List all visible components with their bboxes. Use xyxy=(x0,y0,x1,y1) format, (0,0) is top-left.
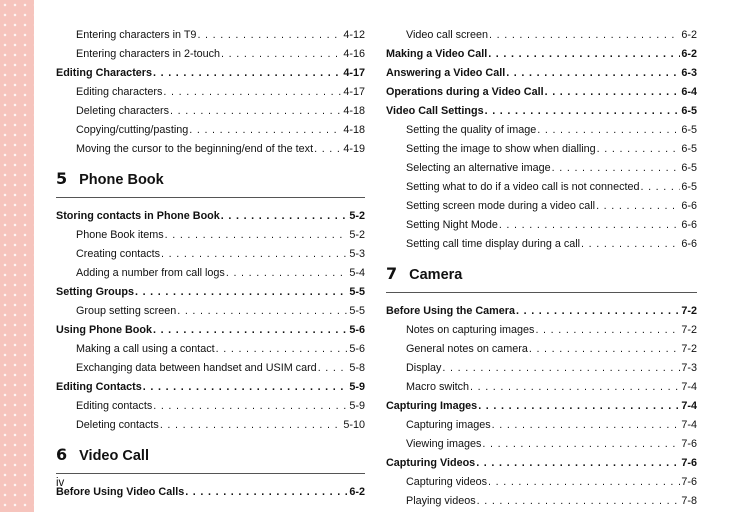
toc-entry-title: Macro switch xyxy=(406,381,469,393)
toc-entry-title: Entering characters in 2-touch xyxy=(76,48,221,60)
toc-entry-page: 7-2 xyxy=(681,343,697,355)
toc-entry-title: Moving the cursor to the beginning/end of the text xyxy=(76,143,314,155)
toc-entry-title: Before Using Video Calls xyxy=(56,486,185,498)
toc-entry-title: Playing videos xyxy=(406,495,476,507)
toc-entry-title: Setting what to do if a video call is not connected xyxy=(406,181,640,193)
chapter-title: Video Call xyxy=(79,448,149,464)
toc-entry-title: Setting Night Mode xyxy=(406,219,498,231)
dot-leader xyxy=(318,359,349,378)
dot-leader xyxy=(492,416,681,435)
dot-leader xyxy=(537,121,680,140)
toc-entry-title: Setting screen mode during a video call xyxy=(406,200,596,212)
dot-leader xyxy=(535,321,680,340)
toc-entry-page: 6-6 xyxy=(681,200,697,212)
toc-entry-page: 6-5 xyxy=(681,124,697,136)
toc-subsection-entry[interactable] xyxy=(56,102,365,121)
toc-entry-title: Before Using the Camera xyxy=(386,305,515,317)
toc-subsection-entry[interactable] xyxy=(386,340,697,359)
toc-entry-page: 5-5 xyxy=(349,305,365,317)
toc-entry-title: Editing Characters xyxy=(56,67,152,79)
toc-entry-title: Setting call time display during a call xyxy=(406,238,581,250)
toc-entry-title: Entering characters in T9 xyxy=(76,29,197,41)
toc-entry-page: 5-9 xyxy=(349,381,365,393)
chapter-number: 7 xyxy=(386,264,398,283)
toc-entry-page: 6-5 xyxy=(681,143,697,155)
toc-entry-page: 4-16 xyxy=(343,48,365,60)
dot-leader xyxy=(552,159,681,178)
toc-entry-title: Notes on capturing images xyxy=(406,324,535,336)
toc-block xyxy=(386,302,697,511)
toc-entry-page: 7-6 xyxy=(681,457,697,469)
toc-entry-page: 5-8 xyxy=(349,362,365,374)
toc-block xyxy=(56,26,365,159)
toc-entry-page: 6-2 xyxy=(349,486,365,498)
toc-entry-page: 5-4 xyxy=(349,267,365,279)
dot-leader xyxy=(163,83,342,102)
toc-entry-title: Editing Contacts xyxy=(56,381,142,393)
dot-leader xyxy=(314,140,342,159)
dot-leader xyxy=(135,283,348,302)
dot-leader xyxy=(477,492,681,511)
toc-entry-page: 7-6 xyxy=(681,476,697,488)
dot-leader xyxy=(506,64,680,83)
toc-subsection-entry[interactable] xyxy=(56,340,365,359)
toc-entry-page: 4-18 xyxy=(343,105,365,117)
toc-entry-page: 5-9 xyxy=(349,400,365,412)
toc-section-entry[interactable] xyxy=(386,45,697,64)
toc-entry-page: 6-5 xyxy=(681,105,697,117)
dot-leader xyxy=(143,378,349,397)
toc-entry-page: 6-4 xyxy=(681,86,697,98)
dot-leader xyxy=(516,302,680,321)
toc-section-entry[interactable] xyxy=(56,321,365,340)
dot-leader xyxy=(221,45,342,64)
toc-subsection-entry[interactable] xyxy=(386,159,697,178)
dot-leader xyxy=(185,483,348,502)
toc-block xyxy=(386,26,697,254)
toc-entry-title: Operations during a Video Call xyxy=(386,86,544,98)
toc-entry-page: 6-2 xyxy=(681,48,697,60)
dot-leader xyxy=(442,359,680,378)
toc-subsection-entry[interactable] xyxy=(386,473,697,492)
toc-entry-title: Deleting characters xyxy=(76,105,170,117)
toc-entry-page: 7-3 xyxy=(681,362,697,374)
toc-entry-title: Capturing Videos xyxy=(386,457,476,469)
toc-subsection-entry[interactable] xyxy=(56,121,365,140)
toc-entry-title: Creating contacts xyxy=(76,248,161,260)
dot-leader xyxy=(499,216,681,235)
chapter-heading-7 xyxy=(386,264,697,293)
toc-block xyxy=(56,207,365,435)
toc-entry-title: Making a Video Call xyxy=(386,48,488,60)
dot-leader xyxy=(197,26,342,45)
toc-subsection-entry[interactable] xyxy=(56,45,365,64)
dot-leader xyxy=(161,245,348,264)
dot-leader xyxy=(160,416,343,435)
toc-section-entry[interactable] xyxy=(386,64,697,83)
toc-entry-page: 4-18 xyxy=(343,124,365,136)
toc-entry-title: Capturing Images xyxy=(386,400,478,412)
chapter-number: 5 xyxy=(56,169,68,188)
chapter-number: 6 xyxy=(56,445,68,464)
toc-entry-title: Viewing images xyxy=(406,438,482,450)
chapter-heading-5 xyxy=(56,169,365,198)
dot-leader xyxy=(177,302,348,321)
toc-entry-title: Exchanging data between handset and USIM card xyxy=(76,362,317,374)
toc-entry-title: Setting the image to show when dialling xyxy=(406,143,596,155)
toc-section-entry[interactable] xyxy=(386,302,697,321)
dot-leader xyxy=(478,397,680,416)
dot-leader xyxy=(597,140,681,159)
toc-section-entry[interactable] xyxy=(56,207,365,226)
chapter-heading-6 xyxy=(56,445,365,474)
toc-subsection-entry[interactable] xyxy=(56,26,365,45)
toc-entry-title: Capturing videos xyxy=(406,476,488,488)
toc-entry-page: 5-6 xyxy=(349,324,365,336)
toc-subsection-entry[interactable] xyxy=(56,302,365,321)
dot-leader xyxy=(489,26,680,45)
toc-entry-page: 5-3 xyxy=(349,248,365,260)
toc-entry-title: Capturing images xyxy=(406,419,491,431)
toc-subsection-entry[interactable] xyxy=(386,416,697,435)
toc-entry-page: 6-3 xyxy=(681,67,697,79)
toc-subsection-entry[interactable] xyxy=(56,140,365,159)
toc-entry-title: Group setting screen xyxy=(76,305,177,317)
toc-subsection-entry[interactable] xyxy=(386,197,697,216)
toc-entry-page: 4-12 xyxy=(343,29,365,41)
toc-subsection-entry[interactable] xyxy=(386,378,697,397)
toc-subsection-entry[interactable] xyxy=(56,359,365,378)
toc-subsection-entry[interactable] xyxy=(386,492,697,511)
toc-entry-title: Using Phone Book xyxy=(56,324,152,336)
dot-leader xyxy=(485,102,681,121)
toc-entry-page: 6-6 xyxy=(681,238,697,250)
dot-leader xyxy=(545,83,681,102)
toc-entry-page: 6-5 xyxy=(681,181,697,193)
toc-entry-title: Answering a Video Call xyxy=(386,67,506,79)
decorative-side-stripe xyxy=(0,0,34,512)
toc-entry-title: Video Call Settings xyxy=(386,105,484,117)
toc-section-entry[interactable] xyxy=(386,102,697,121)
toc-entry-title: Copying/cutting/pasting xyxy=(76,124,189,136)
toc-entry-page: 5-10 xyxy=(343,419,365,431)
dot-leader xyxy=(170,102,342,121)
dot-leader xyxy=(476,454,680,473)
dot-leader xyxy=(581,235,680,254)
dot-leader xyxy=(153,64,342,83)
toc-entry-title: Setting the quality of image xyxy=(406,124,537,136)
toc-subsection-entry[interactable] xyxy=(386,216,697,235)
toc-subsection-entry[interactable] xyxy=(386,121,697,140)
toc-entry-page: 7-4 xyxy=(681,419,697,431)
toc-entry-page: 5-5 xyxy=(349,286,365,298)
toc-entry-page: 5-2 xyxy=(349,210,365,222)
toc-entry-page: 4-19 xyxy=(343,143,365,155)
toc-subsection-entry[interactable] xyxy=(386,435,697,454)
toc-entry-page: 4-17 xyxy=(343,67,365,79)
toc-section-entry[interactable] xyxy=(56,283,365,302)
toc-subsection-entry[interactable] xyxy=(386,321,697,340)
toc-entry-title: Phone Book items xyxy=(76,229,164,241)
toc-entry-title: Setting Groups xyxy=(56,286,134,298)
toc-subsection-entry[interactable] xyxy=(386,140,697,159)
toc-subsection-entry[interactable] xyxy=(56,264,365,283)
toc-entry-title: Display xyxy=(406,362,442,374)
toc-subsection-entry[interactable] xyxy=(386,359,697,378)
dot-leader xyxy=(529,340,681,359)
toc-entry-title: Video call screen xyxy=(406,29,489,41)
toc-entry-title: Deleting contacts xyxy=(76,419,159,431)
dot-leader xyxy=(216,340,349,359)
toc-entry-page: 7-8 xyxy=(681,495,697,507)
chapter-title: Camera xyxy=(409,267,463,283)
toc-entry-page: 6-2 xyxy=(681,29,697,41)
toc-entry-page: 5-2 xyxy=(349,229,365,241)
toc-subsection-entry[interactable] xyxy=(386,26,697,45)
chapter-title: Phone Book xyxy=(79,172,164,188)
dot-leader xyxy=(165,226,349,245)
toc-entry-title: Editing characters xyxy=(76,86,163,98)
toc-entry-page: 7-2 xyxy=(681,324,697,336)
toc-entry-title: General notes on camera xyxy=(406,343,528,355)
dot-leader xyxy=(482,435,680,454)
toc-right-column xyxy=(386,26,697,511)
toc-section-entry[interactable] xyxy=(386,454,697,473)
toc-block xyxy=(56,483,365,502)
dot-leader xyxy=(153,397,348,416)
toc-left-column xyxy=(56,26,365,502)
toc-entry-title: Selecting an alternative image xyxy=(406,162,551,174)
dot-leader xyxy=(470,378,680,397)
toc-section-entry[interactable] xyxy=(386,83,697,102)
toc-entry-page: 6-5 xyxy=(681,162,697,174)
toc-entry-title: Adding a number from call logs xyxy=(76,267,225,279)
toc-subsection-entry[interactable] xyxy=(56,226,365,245)
toc-subsection-entry[interactable] xyxy=(386,178,697,197)
dot-leader xyxy=(226,264,349,283)
toc-subsection-entry[interactable] xyxy=(56,245,365,264)
toc-section-entry[interactable] xyxy=(56,483,365,502)
toc-subsection-entry[interactable] xyxy=(386,235,697,254)
toc-entry-page: 6-6 xyxy=(681,219,697,231)
dot-leader xyxy=(488,473,680,492)
dot-leader xyxy=(488,45,680,64)
dot-leader xyxy=(640,178,680,197)
toc-section-entry[interactable] xyxy=(56,64,365,83)
dot-leader xyxy=(221,207,349,226)
toc-entry-page: 4-17 xyxy=(343,86,365,98)
toc-section-entry[interactable] xyxy=(56,378,365,397)
dot-leader xyxy=(153,321,348,340)
toc-entry-page: 7-6 xyxy=(681,438,697,450)
toc-entry-title: Making a call using a contact xyxy=(76,343,215,355)
toc-subsection-entry[interactable] xyxy=(56,416,365,435)
toc-entry-page: 7-2 xyxy=(681,305,697,317)
toc-entry-page: 7-4 xyxy=(681,381,697,393)
toc-subsection-entry[interactable] xyxy=(56,397,365,416)
dot-leader xyxy=(189,121,342,140)
dot-leader xyxy=(596,197,680,216)
toc-entry-page: 5-6 xyxy=(349,343,365,355)
page-number: iv xyxy=(56,477,65,489)
toc-subsection-entry[interactable] xyxy=(56,83,365,102)
toc-entry-title: Storing contacts in Phone Book xyxy=(56,210,220,222)
toc-section-entry[interactable] xyxy=(386,397,697,416)
toc-entry-title: Editing contacts xyxy=(76,400,153,412)
toc-entry-page: 7-4 xyxy=(681,400,697,412)
